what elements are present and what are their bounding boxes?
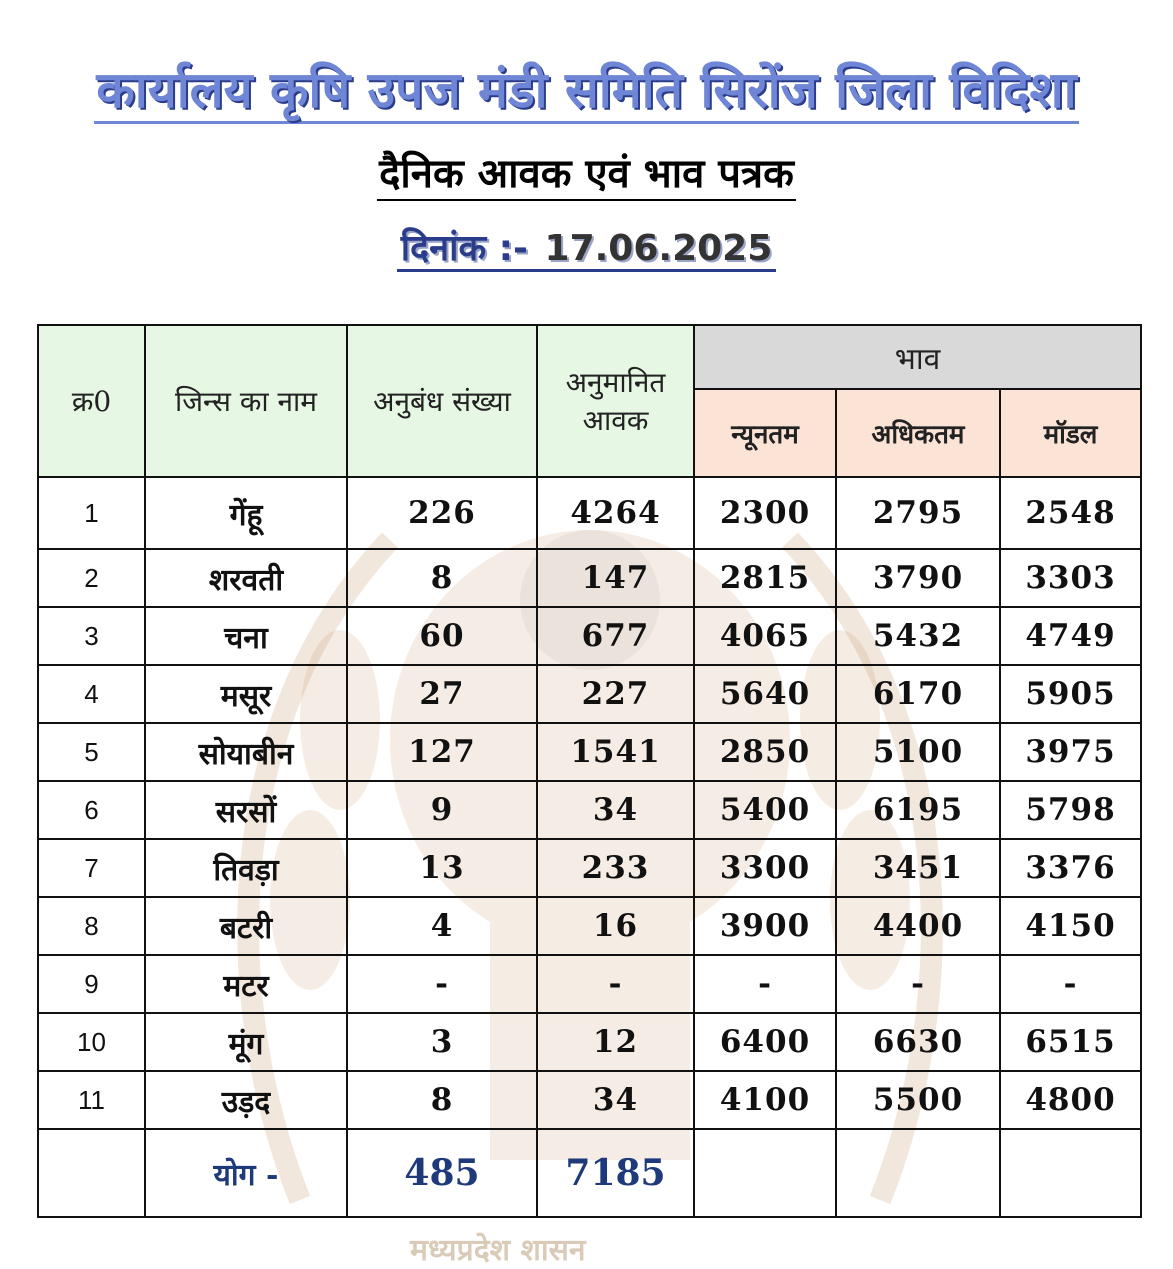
cell-arrival: 34	[537, 781, 694, 839]
cell-modal: 3303	[1000, 549, 1141, 607]
cell-modal: 5798	[1000, 781, 1141, 839]
sheet-title: दैनिक आवक एवं भाव पत्रक	[0, 144, 1173, 199]
cell-arrival: 147	[537, 549, 694, 607]
cell-contracts: 27	[347, 665, 537, 723]
total-blank-serial	[38, 1129, 145, 1217]
cell-serial: 4	[38, 665, 145, 723]
table-row	[38, 1071, 1141, 1129]
header-price-group: भाव	[694, 325, 1141, 389]
cell-min: 2300	[694, 477, 836, 549]
table-row	[38, 897, 1141, 955]
cell-contracts: 127	[347, 723, 537, 781]
cell-serial: 1	[38, 477, 145, 549]
cell-arrival: 233	[537, 839, 694, 897]
cell-min: 2815	[694, 549, 836, 607]
cell-commodity: शरवती	[145, 549, 347, 607]
table-row	[38, 477, 1141, 549]
cell-max: 5432	[836, 607, 1000, 665]
cell-commodity: मटर	[145, 955, 347, 1013]
total-label: योग -	[145, 1129, 347, 1217]
header-contracts: अनुबंध संख्या	[347, 325, 537, 477]
total-blank-min	[694, 1129, 836, 1217]
cell-max: 5500	[836, 1071, 1000, 1129]
office-title: कार्यालय कृषि उपज मंडी समिति सिरोंज जिला विदिशा	[0, 54, 1173, 122]
header-max: अधिकतम	[836, 389, 1000, 477]
cell-min: 4065	[694, 607, 836, 665]
table-row	[38, 549, 1141, 607]
total-row	[38, 1129, 1141, 1217]
cell-commodity: सरसों	[145, 781, 347, 839]
cell-contracts: 4	[347, 897, 537, 955]
cell-serial: 2	[38, 549, 145, 607]
table-row	[38, 607, 1141, 665]
cell-arrival: -	[537, 955, 694, 1013]
header-commodity: जिन्स का नाम	[145, 325, 347, 477]
header-serial: क्र0	[38, 325, 145, 477]
date-value: 17.06.2025	[543, 228, 775, 272]
cell-max: 6170	[836, 665, 1000, 723]
cell-arrival: 227	[537, 665, 694, 723]
cell-serial: 11	[38, 1071, 145, 1129]
cell-serial: 6	[38, 781, 145, 839]
table-row	[38, 839, 1141, 897]
cell-commodity: मूंग	[145, 1013, 347, 1071]
cell-arrival: 4264	[537, 477, 694, 549]
table-row	[38, 781, 1141, 839]
cell-contracts: 8	[347, 549, 537, 607]
table-row	[38, 665, 1141, 723]
cell-max: 6630	[836, 1013, 1000, 1071]
cell-serial: 7	[38, 839, 145, 897]
total-contracts: 485	[347, 1129, 537, 1217]
cell-modal: -	[1000, 955, 1141, 1013]
cell-modal: 4749	[1000, 607, 1141, 665]
table-row	[38, 1013, 1141, 1071]
cell-contracts: 226	[347, 477, 537, 549]
cell-min: 3300	[694, 839, 836, 897]
cell-commodity: बटरी	[145, 897, 347, 955]
cell-serial: 9	[38, 955, 145, 1013]
cell-contracts: 8	[347, 1071, 537, 1129]
cell-commodity: तिवड़ा	[145, 839, 347, 897]
cell-max: 4400	[836, 897, 1000, 955]
total-blank-max	[836, 1129, 1000, 1217]
table-row	[38, 955, 1141, 1013]
cell-min: 3900	[694, 897, 836, 955]
cell-max: -	[836, 955, 1000, 1013]
cell-contracts: 9	[347, 781, 537, 839]
table-row	[38, 723, 1141, 781]
cell-max: 6195	[836, 781, 1000, 839]
cell-min: 4100	[694, 1071, 836, 1129]
cell-contracts: 60	[347, 607, 537, 665]
cell-min: 5400	[694, 781, 836, 839]
cell-modal: 2548	[1000, 477, 1141, 549]
cell-min: 2850	[694, 723, 836, 781]
cell-contracts: 13	[347, 839, 537, 897]
total-arrival: 7185	[537, 1129, 694, 1217]
cell-min: 5640	[694, 665, 836, 723]
header-estimated-arrival: अनुमानित आवक	[537, 325, 694, 477]
date-line	[0, 222, 1173, 271]
cell-contracts: -	[347, 955, 537, 1013]
cell-modal: 5905	[1000, 665, 1141, 723]
cell-arrival: 16	[537, 897, 694, 955]
cell-serial: 8	[38, 897, 145, 955]
total-blank-modal	[1000, 1129, 1141, 1217]
header-modal: मॉडल	[1000, 389, 1141, 477]
watermark-text: मध्यप्रदेश शासन	[410, 1233, 586, 1268]
cell-arrival: 677	[537, 607, 694, 665]
cell-commodity: मसूर	[145, 665, 347, 723]
cell-modal: 4800	[1000, 1071, 1141, 1129]
cell-serial: 10	[38, 1013, 145, 1071]
cell-max: 2795	[836, 477, 1000, 549]
cell-max: 5100	[836, 723, 1000, 781]
arrival-price-table	[37, 324, 1142, 1218]
cell-arrival: 1541	[537, 723, 694, 781]
cell-commodity: उड़द	[145, 1071, 347, 1129]
cell-min: 6400	[694, 1013, 836, 1071]
cell-modal: 3376	[1000, 839, 1141, 897]
cell-commodity: सोयाबीन	[145, 723, 347, 781]
cell-arrival: 34	[537, 1071, 694, 1129]
cell-arrival: 12	[537, 1013, 694, 1071]
header-min: न्यूनतम	[694, 389, 836, 477]
cell-max: 3790	[836, 549, 1000, 607]
cell-serial: 5	[38, 723, 145, 781]
cell-min: -	[694, 955, 836, 1013]
cell-modal: 3975	[1000, 723, 1141, 781]
date-label: दिनांक :-	[399, 228, 530, 272]
cell-max: 3451	[836, 839, 1000, 897]
cell-commodity: चना	[145, 607, 347, 665]
cell-contracts: 3	[347, 1013, 537, 1071]
cell-modal: 4150	[1000, 897, 1141, 955]
cell-modal: 6515	[1000, 1013, 1141, 1071]
cell-serial: 3	[38, 607, 145, 665]
cell-commodity: गेंहू	[145, 477, 347, 549]
